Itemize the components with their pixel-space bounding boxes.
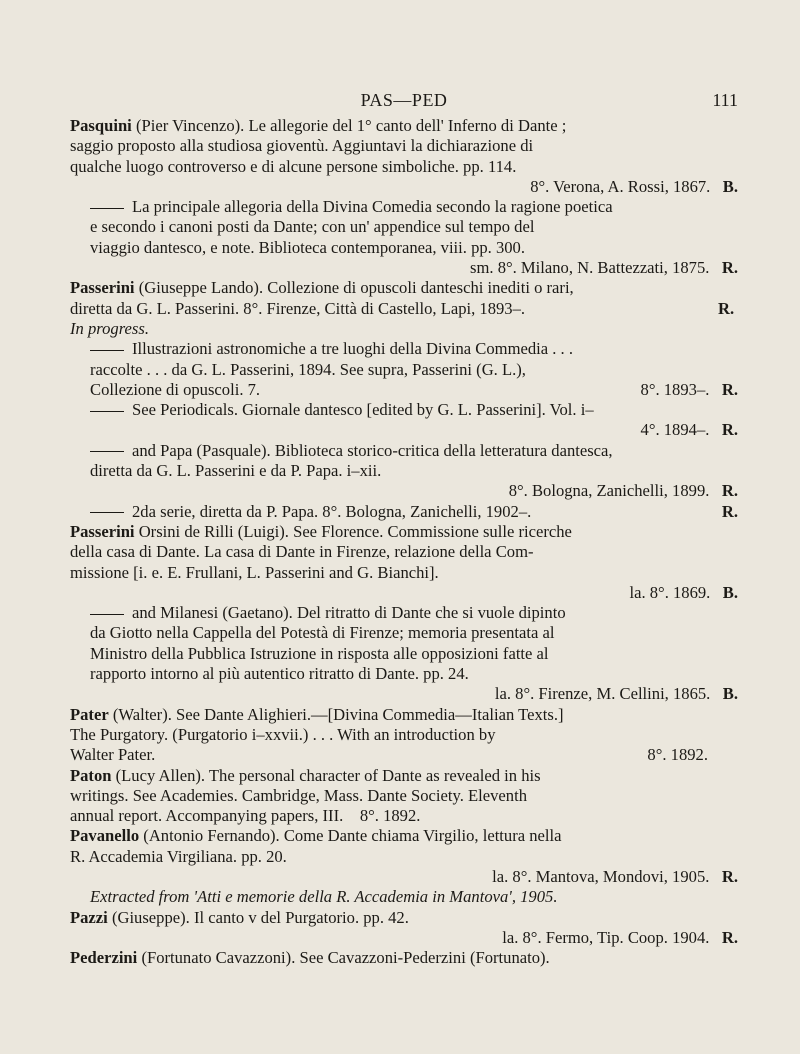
entry-imprint: la. 8°. Firenze, M. Cellini, 1865.	[494, 684, 711, 704]
entry-line: (Giuseppe). Il canto v del Purgatorio. pp. 42.	[111, 907, 409, 927]
entry-imprint: la. 8°. Mantova, Mondovi, 1905.	[492, 866, 710, 886]
entry-line: The Purgatory. (Purgatorio i–xxvii.) . . . With an introduction by	[70, 724, 496, 744]
page-header	[70, 0, 738, 116]
entry-imprint: sm. 8°. Milano, N. Battezzati, 1875.	[470, 258, 710, 278]
entry-heading: Paton	[70, 765, 112, 785]
ditto-rule	[90, 451, 124, 452]
entry-principale-allegoria	[70, 197, 738, 278]
entry-line: saggio proposto alla studiosa gioventù. Aggiuntavi la dichiarazione di	[70, 136, 534, 156]
entry-heading: Passerini	[70, 278, 135, 298]
entry-milanesi	[70, 603, 738, 704]
entry-line: and Milanesi (Gaetano). Del ritratto di Dante che si vuole dipinto	[132, 603, 566, 623]
entry-line: (Pier Vincenzo). Le allegorie del 1° canto dell' Inferno di Dante ;	[135, 116, 567, 135]
entry-2da-serie	[70, 502, 738, 522]
entry-line: Collezione di opuscoli. 7.	[90, 379, 261, 399]
entry-heading: Pazzi	[70, 907, 108, 927]
entry-imprint: la. 8°. Fermo, Tip. Coop. 1904.	[502, 927, 710, 947]
entry-line: writings. See Academies. Cambridge, Mass. Dante Society. Eleventh	[70, 785, 527, 805]
entry-imprint: la. 8°. 1869.	[629, 582, 711, 602]
entry-passerini-orsini	[70, 522, 738, 603]
running-head: PAS—PED	[360, 90, 448, 110]
library-mark: B.	[722, 176, 738, 196]
entry-passerini-collezione: Passerini (Giuseppe Lando). Collezione di opuscoli danteschi inediti o rari, diretta da G. L. Passerini. 8°. Firenze, Città di Castello, Lapi, 1893–. R. In progress.	[70, 278, 738, 339]
entry-line: Walter Pater.	[70, 745, 156, 765]
entry-line: Ministro della Pubblica Istruzione in risposta alle opposizioni fatte al	[90, 643, 549, 663]
entry-imprint: 8°. 1892.	[647, 745, 708, 765]
entry-line: (Lucy Allen). The personal character of Dante as revealed in his	[115, 765, 541, 785]
entry-line: (Walter). See Dante Alighieri.—[Divina Commedia—Italian Texts.]	[112, 704, 564, 724]
entry-paton	[70, 766, 738, 827]
entry-line: 2da serie, diretta da P. Papa. 8°. Bologna, Zanichelli, 1902–.	[132, 501, 532, 521]
entry-line: La principale allegoria della Divina Comedia secondo la ragione poetica	[132, 197, 613, 217]
entry-illustrazioni	[70, 339, 738, 400]
page-number: 111	[712, 90, 738, 110]
entry-imprint: 4°. 1894–.	[640, 420, 710, 440]
entry-line: R. Accademia Virgiliana. pp. 20.	[70, 846, 287, 866]
entry-imprint: 8°. 1893–.	[640, 379, 710, 399]
entry-heading: Pasquini	[70, 116, 132, 135]
library-mark: R.	[721, 379, 738, 399]
library-mark: R.	[721, 420, 738, 440]
entry-line: Illustrazioni astronomiche a tre luoghi della Divina Commedia . . .	[132, 339, 574, 359]
ditto-rule	[90, 208, 124, 209]
entry-heading: Pavanello	[70, 826, 140, 846]
entry-heading: Pederzini	[70, 948, 138, 968]
entry-pasquini	[70, 116, 738, 197]
entry-line: and Papa (Pasquale). Biblioteca storico-critica della letteratura dantesca,	[132, 440, 613, 460]
entry-line: missione [i. e. E. Frullani, L. Passerini and G. Bianchi].	[70, 562, 439, 582]
entry-passerini-papa	[70, 441, 738, 502]
entry-imprint: 8°. Bologna, Zanichelli, 1899.	[508, 481, 710, 501]
entry-line: della casa di Dante. La casa di Dante in Firenze, relazione della Com-	[70, 542, 534, 562]
library-mark: R.	[721, 258, 738, 278]
ditto-rule	[90, 614, 124, 615]
entry-line: e secondo i canoni posti da Dante; con un' appendice sul tempo del	[90, 217, 535, 237]
entry-line: diretta da G. L. Passerini. 8°. Firenze, Città di Castello, Lapi, 1893–.	[70, 298, 526, 318]
entry-line: Orsini de Rilli (Luigi). See Florence. Commissione sulle ricerche	[138, 521, 572, 541]
bibliography-entries	[70, 116, 738, 968]
ditto-rule	[90, 512, 124, 513]
entry-pazzi	[70, 908, 738, 949]
entry-imprint: 8°. 1892.	[359, 806, 421, 826]
entry-line: See Periodicals. Giornale dantesco [edited by G. L. Passerini]. Vol. i–	[132, 400, 594, 420]
entry-extract-note	[70, 887, 738, 907]
entry-line: viaggio dantesco, e note. Biblioteca contemporanea, viii. pp. 300.	[90, 237, 526, 257]
entry-line: In progress.	[70, 318, 149, 338]
library-mark: R.	[721, 866, 738, 886]
library-mark: R.	[721, 481, 738, 501]
entry-line: raccolte . . . da G. L. Passerini, 1894. See supra, Passerini (G. L.),	[90, 359, 526, 379]
library-mark: R.	[721, 927, 738, 947]
entry-imprint: 8°. Verona, A. Rossi, 1867.	[530, 176, 711, 196]
entry-line: da Giotto nella Cappella del Potestà di Firenze; memoria presentata al	[90, 623, 555, 643]
entry-line: (Giuseppe Lando). Collezione di opuscoli danteschi inediti o rari,	[138, 278, 574, 298]
entry-pederzini	[70, 948, 738, 968]
entry-line: Extracted from 'Atti e memorie della R. Accademia in Mantova', 1905.	[90, 887, 558, 907]
entry-line: rapporto intorno al più autentico ritratto di Dante. pp. 24.	[90, 664, 469, 684]
entry-giornale-dantesco	[70, 400, 738, 441]
entry-heading: Passerini	[70, 521, 135, 541]
entry-line: annual report. Accompanying papers, III.	[70, 806, 344, 826]
library-mark: B.	[722, 582, 738, 602]
ditto-rule	[90, 411, 124, 412]
entry-line: (Fortunato Cavazzoni). See Cavazzoni-Pederzini (Fortunato).	[141, 948, 550, 968]
entry-line: (Antonio Fernando). Come Dante chiama Virgilio, lettura nella	[143, 826, 562, 846]
entry-line: diretta da G. L. Passerini e da P. Papa. i–xii.	[90, 461, 382, 481]
entry-pater	[70, 705, 738, 766]
entry-pavanello	[70, 826, 738, 887]
entry-line: qualche luogo controverso e di alcune persone simboliche. pp. 114.	[70, 156, 517, 176]
ditto-rule	[90, 350, 124, 351]
library-mark: R.	[721, 501, 738, 521]
entry-heading: Pater	[70, 704, 109, 724]
library-mark: B.	[722, 684, 738, 704]
